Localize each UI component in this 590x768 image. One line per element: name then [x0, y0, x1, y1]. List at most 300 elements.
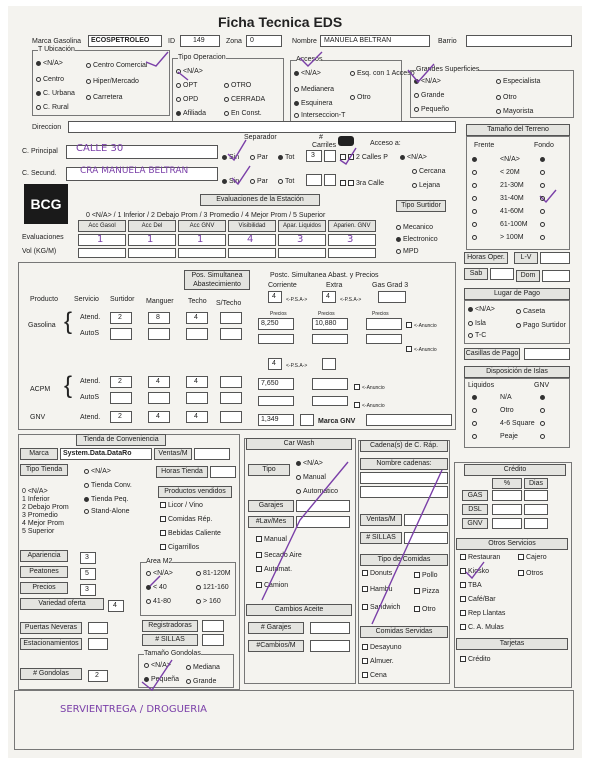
- otros-tba[interactable]: TBA: [460, 582, 482, 590]
- vol-col-field[interactable]: [178, 248, 226, 258]
- gas-psa-label: <-P.S.A->: [286, 297, 308, 303]
- superficies-title: Grandes Superficies: [416, 66, 480, 73]
- credito-pct-label: %: [492, 478, 522, 489]
- acc-opt-interseccion[interactable]: Interseccion-T: [294, 112, 345, 120]
- acc-opt-na[interactable]: <N/A>: [294, 70, 321, 78]
- com-sandwich[interactable]: Sandwich: [362, 604, 400, 612]
- terreno-row-label: 41-60M: [500, 208, 524, 215]
- eval-col-value[interactable]: [228, 234, 276, 246]
- tipo-tienda-label: Tipo Tienda: [20, 464, 68, 476]
- zona-value: 0: [250, 37, 254, 44]
- credito-pct-field[interactable]: [492, 518, 522, 529]
- principal-par[interactable]: Par: [250, 154, 268, 162]
- registradoras-label: Registradoras: [142, 620, 198, 632]
- acpm-brace: {: [64, 372, 73, 399]
- gondolas-label: # Gondolas: [20, 668, 82, 680]
- principal-tot[interactable]: Tot: [278, 154, 294, 162]
- gond-pequena[interactable]: Pequeña: [144, 676, 179, 684]
- eval-col-value[interactable]: [128, 234, 176, 246]
- acceso-opt-lejana[interactable]: Lejana: [412, 182, 440, 190]
- marca-gnv-label: Marca GNV: [318, 418, 356, 425]
- terreno-fondo-radio[interactable]: [540, 169, 547, 177]
- casillas-title: Casillas de Pago: [464, 348, 520, 360]
- eval-col-value[interactable]: [278, 234, 326, 246]
- eval-col-value[interactable]: [178, 234, 226, 246]
- tienda-scale-item: 2 Debajo Prom: [22, 504, 69, 511]
- gas-anuncio-2[interactable]: <-Anuncio: [406, 346, 437, 354]
- terreno-row-label: <N/A>: [500, 156, 520, 163]
- sup-opt-otro[interactable]: Otro: [496, 94, 517, 102]
- acpm-atend: Atend.: [80, 378, 101, 385]
- principal-value: CALLE 30: [76, 143, 124, 154]
- pos-simult-title: Pos. Simultanea Abastecimiento: [184, 270, 250, 290]
- evaluaciones-row-label: Evaluaciones: [22, 234, 64, 241]
- eval-col-value[interactable]: [328, 234, 376, 246]
- evaluaciones-title: Evaluaciones de la Estación: [200, 194, 320, 206]
- cadena-cross: [372, 470, 442, 624]
- tienda-tipo-conv[interactable]: Tienda Conv.: [84, 482, 132, 490]
- eval-col-header: Acc GNV: [178, 220, 226, 232]
- cadena-sillas-label: # SILLAS: [360, 532, 402, 544]
- check-mark-ubicacion: [146, 52, 168, 66]
- terreno-row-label: < 20M: [500, 169, 520, 176]
- islas-liquidos-radio[interactable]: [472, 394, 479, 402]
- acc-opt-otro[interactable]: Otro: [350, 94, 371, 102]
- nombre-label: Nombre: [292, 38, 317, 45]
- surtidor-electronico[interactable]: Electronico: [396, 236, 438, 244]
- acc-opt-medianera[interactable]: Medianera: [294, 86, 334, 94]
- terreno-title: Tamaño del Terreno: [466, 124, 570, 136]
- neveras-label: Puertas Neveras: [20, 622, 82, 634]
- terreno-frente-radio[interactable]: [472, 221, 479, 229]
- bcg-logo: BCG: [24, 184, 68, 224]
- barrio-label: Barrio: [438, 38, 457, 45]
- direccion-label: Direccion: [32, 124, 62, 131]
- ubic-opt-centro[interactable]: Centro: [36, 76, 64, 84]
- eval-col-value[interactable]: [78, 234, 126, 246]
- secund-sin[interactable]: Sin: [222, 178, 239, 186]
- islas-row-label: Otro: [500, 407, 514, 414]
- tipo-operacion-title: Tipo Operacion: [178, 54, 226, 61]
- terreno-frente-radio[interactable]: [472, 169, 479, 177]
- area-81[interactable]: 81-120M: [196, 570, 231, 578]
- eval-col-value-text: 1: [97, 234, 104, 245]
- islas-gnv: GNV: [534, 382, 550, 389]
- principal-sin[interactable]: Sin: [222, 154, 239, 162]
- pago-opt-surtidor[interactable]: Pago Surtidor: [516, 322, 566, 330]
- gas-anuncio-1[interactable]: <-Anuncio: [406, 322, 437, 330]
- gondola-stroke: [142, 660, 172, 690]
- terreno-row-label: 21-30M: [500, 182, 524, 189]
- ubic-opt-hiper[interactable]: Hiper/Mercado: [86, 78, 139, 86]
- op-opt-na[interactable]: <N/A>: [176, 68, 203, 76]
- terreno-fondo-radio[interactable]: [540, 221, 547, 229]
- tienda-scale-item: 0 <N/A>: [22, 488, 48, 495]
- cambios-garajes-label: # Garajes: [248, 622, 304, 634]
- lavmes-label: #Lav/Mes: [248, 516, 294, 528]
- acpm-autos: AutoS: [80, 394, 100, 401]
- ubic-opt-carretera[interactable]: Carretera: [86, 94, 123, 102]
- credito-row-label: GNV: [462, 518, 488, 529]
- area-stroke: [150, 576, 160, 586]
- accesos-title: Accesos: [296, 56, 323, 63]
- tipo-surtidor-title: Tipo Surtidor: [396, 200, 446, 212]
- acpm-psa-1[interactable]: 4: [268, 358, 282, 370]
- area-121[interactable]: 121-160: [196, 584, 229, 592]
- credito-dias-field[interactable]: [524, 518, 548, 529]
- islas-gnv-radio[interactable]: [540, 433, 547, 441]
- calle3-check[interactable]: 3ra Calle: [340, 180, 384, 188]
- gas-manguer[interactable]: 8: [148, 312, 170, 324]
- islas-liquidos-radio[interactable]: [472, 407, 479, 415]
- com-hambu[interactable]: Hambu: [362, 586, 393, 594]
- gas-brace: {: [64, 308, 73, 335]
- check-mark-superficies: [408, 64, 434, 82]
- nombre-value: MANUELA BELTRAN: [324, 37, 392, 44]
- gnv-precio[interactable]: 1,349: [258, 414, 294, 426]
- acpm-surtidor[interactable]: 2: [110, 376, 132, 388]
- vol-col-field[interactable]: [128, 248, 176, 258]
- otros-cajero[interactable]: Cajero: [518, 554, 547, 562]
- islas-gnv-radio[interactable]: [540, 420, 547, 428]
- gnv-surtidor[interactable]: 2: [110, 411, 132, 423]
- servidas-title: Comidas Servidas: [360, 626, 448, 638]
- check-mark-carriles: [340, 148, 356, 164]
- calles2-check[interactable]: 2 Calles P: [340, 154, 388, 162]
- carriles-value: 3: [311, 152, 315, 159]
- acc-opt-esq1[interactable]: Esq. con 1 Acceso: [350, 70, 415, 78]
- tienda-tipo-standalone[interactable]: Stand-Alone: [84, 508, 130, 516]
- extra-label: Extra: [326, 282, 343, 289]
- acpm-manguer[interactable]: 4: [148, 376, 170, 388]
- tienda-marca-field[interactable]: System.Data.DataRo: [60, 448, 152, 460]
- otros-cafebar[interactable]: Café/Bar: [460, 596, 496, 604]
- credito-dias-field[interactable]: [524, 490, 548, 501]
- tienda-marca-label: Marca: [20, 448, 58, 460]
- eval-col-value-text: 1: [147, 234, 154, 245]
- gas-precios-label-3: Precios: [372, 311, 389, 317]
- secund-par[interactable]: Par: [250, 178, 268, 186]
- acpm-anuncio-1[interactable]: <-Anuncio: [354, 384, 385, 392]
- terreno-fondo-radio[interactable]: [540, 195, 547, 203]
- terreno-frente-radio[interactable]: [472, 182, 479, 190]
- separador-label: Separador: [244, 134, 277, 141]
- kiosko-check: [466, 562, 484, 578]
- apariencia-label: Apariencia: [20, 550, 68, 562]
- islas-row-label: 4-6 Square: [500, 420, 535, 427]
- marca-label: Marca Gasolina: [32, 38, 82, 45]
- tienda-title: Tienda de Conveniencia: [76, 434, 166, 446]
- tienda-scale-item: 3 Promedio: [22, 512, 58, 519]
- cw-chk-camion[interactable]: Camion: [256, 582, 288, 590]
- marca-value: ECOSPETROLEO: [91, 37, 150, 44]
- gas-psa-label-2: <-P.S.A->: [340, 297, 362, 303]
- lugar-pago-title: Lugar de Pago: [464, 288, 570, 300]
- cw-manual[interactable]: Manual: [296, 474, 326, 482]
- carriles-label: # Carriles: [312, 134, 337, 149]
- tienda-scale-item: 4 Mejor Prom: [22, 520, 65, 527]
- vol-col-field[interactable]: [228, 248, 276, 258]
- credito-dias-field[interactable]: [524, 504, 548, 515]
- eval-col-value-text: 3: [297, 234, 304, 245]
- acpm-techo[interactable]: 4: [186, 376, 208, 388]
- peatones-field[interactable]: 5: [80, 568, 96, 580]
- terreno-row-label: 61-100M: [500, 221, 528, 228]
- postc-title: Postc. Simultanea Abast. y Precios: [270, 272, 379, 279]
- ubic-opt-cc[interactable]: Centro Comercial: [86, 62, 147, 70]
- check-mark-secund: [232, 166, 250, 184]
- prod-licor[interactable]: Licor / Vino: [160, 502, 203, 510]
- credito-dias-label: Dias: [524, 478, 548, 489]
- check-mark-accesos: [300, 52, 322, 66]
- gnv-atend: Atend.: [80, 414, 101, 421]
- garajes-label: Garajes: [248, 500, 294, 512]
- islas-liquidos-radio[interactable]: [472, 420, 479, 428]
- precios-label: Precios: [20, 582, 68, 594]
- tarjetas-title: Tarjetas: [456, 638, 568, 650]
- acpm-anuncio-2[interactable]: <-Anuncio: [354, 402, 385, 410]
- estacionamientos-label: Estacionamientos: [20, 638, 82, 650]
- vol-col-field[interactable]: [78, 248, 126, 258]
- islas-liquidos: Liquidos: [468, 382, 495, 389]
- tienda-scale-item: 1 Inferior: [22, 496, 50, 503]
- gas-psa-2[interactable]: 4: [322, 291, 336, 303]
- tarjeta-credito[interactable]: Crédito: [460, 656, 491, 664]
- serv-cena[interactable]: Cena: [362, 672, 387, 680]
- com-donuts[interactable]: Donuts: [362, 570, 392, 578]
- terreno-fondo-radio[interactable]: [540, 156, 547, 164]
- otros-mulas[interactable]: C. A. Mulas: [460, 624, 504, 632]
- peatones-label: Peatones: [20, 566, 68, 578]
- eval-col-header: Acc Del: [128, 220, 176, 232]
- cw-chk-manual[interactable]: Manual: [256, 536, 287, 544]
- com-pizza[interactable]: Pizza: [414, 588, 439, 596]
- op-opt-otro[interactable]: OTRO: [224, 82, 251, 90]
- gasolina-label: Gasolina: [28, 322, 56, 329]
- islas-gnv-radio[interactable]: [540, 394, 547, 402]
- tienda-tipo-na[interactable]: <N/A>: [84, 468, 111, 476]
- cambios-title: Cambios Aceite: [246, 604, 352, 616]
- islas-row-label: Peaje: [500, 433, 518, 440]
- pago-opt-isla[interactable]: Isla: [468, 320, 486, 328]
- horas-oper-title: Horas Oper.: [464, 252, 508, 264]
- frente-label: Frente: [474, 142, 495, 149]
- gas-techo[interactable]: 4: [186, 312, 208, 324]
- eval-col-value-text: 4: [247, 234, 254, 245]
- gond-na[interactable]: <N/A>: [144, 662, 171, 670]
- tienda-tipo-peq[interactable]: Tienda Peq.: [84, 496, 129, 504]
- terreno-frente-radio[interactable]: [472, 195, 479, 203]
- sup-opt-mayorista[interactable]: Mayorista: [496, 108, 533, 116]
- col-producto: Producto: [30, 296, 59, 303]
- otros-restaurante[interactable]: Restauran: [460, 554, 500, 562]
- sab-title: Sab: [464, 268, 488, 280]
- vol-col-field[interactable]: [278, 248, 326, 258]
- credito-pct-field[interactable]: [492, 504, 522, 515]
- eval-col-header: Aparien. GNV: [328, 220, 376, 232]
- sup-opt-grande[interactable]: Grande: [414, 92, 444, 100]
- col-manguer: Manguer: [146, 298, 174, 305]
- gasgrad-label: Gas Grad 3: [372, 282, 409, 289]
- serv-almuerzo[interactable]: Almuer.: [362, 658, 394, 666]
- op-opt-cerrada[interactable]: CERRADA: [224, 96, 265, 104]
- surtidor-mecanico[interactable]: Mecanico: [396, 224, 433, 232]
- vol-col-field[interactable]: [328, 248, 376, 258]
- carwash-tipo-label: Tipo: [248, 464, 290, 476]
- cadena-title: Cadena(s) de C. Ráp.: [360, 440, 448, 452]
- prod-cigarrillos[interactable]: Cigarrillos: [160, 544, 199, 552]
- area-na[interactable]: <N/A>: [146, 570, 173, 578]
- fondo-label: Fondo: [534, 142, 554, 149]
- acpm-psa-label: <-P.S.A->: [286, 363, 308, 369]
- lv-title: L-V: [514, 252, 538, 264]
- serv-desayuno[interactable]: Desayuno: [362, 644, 402, 652]
- gnv-manguer[interactable]: 4: [148, 411, 170, 423]
- gas-precios-label-2: Precios: [318, 311, 335, 317]
- gondolas-field[interactable]: 2: [88, 670, 108, 682]
- terreno-frente-radio[interactable]: [472, 156, 479, 164]
- eval-col-value-text: 1: [197, 234, 204, 245]
- acpm-label: ACPM: [30, 386, 51, 393]
- vol-label: Vol (KG/M): [22, 248, 57, 255]
- terreno-fondo-radio[interactable]: [540, 182, 547, 190]
- acceso-label: Acceso a:: [370, 140, 401, 147]
- otros-servicios-title: Otros Servicios: [456, 538, 568, 550]
- acc-opt-esquinera[interactable]: Esquinera: [294, 100, 333, 108]
- acpm-precio-1[interactable]: 7,650: [258, 378, 294, 390]
- eval-col-header: Acc Gasol: [78, 220, 126, 232]
- prod-bebidas[interactable]: Bebidas Caliente: [160, 530, 221, 538]
- area-160[interactable]: > 160: [196, 598, 221, 606]
- sup-opt-especialista[interactable]: Especialista: [496, 78, 540, 86]
- terreno-fondo-radio[interactable]: [540, 234, 547, 242]
- evaluaciones-scale: 0 <N/A> / 1 Inferior / 2 Debajo Prom / 3 Promedio / 4 Mejor Prom / 5 Superior: [86, 212, 326, 219]
- pago-opt-caseta[interactable]: Caseta: [516, 308, 545, 316]
- islas-liquidos-radio[interactable]: [472, 433, 479, 441]
- carwash-title: Car Wash: [246, 438, 352, 450]
- credito-row-label: DSL: [462, 504, 488, 515]
- ubic-opt-urbana[interactable]: C. Urbana: [36, 90, 75, 98]
- id-value: 149: [193, 37, 205, 44]
- col-stecho: S/Techo: [216, 300, 242, 307]
- tienda-ventas-label: Ventas/M: [154, 448, 192, 460]
- horas-tienda-label: Horas Tienda: [156, 466, 208, 478]
- otros-otros[interactable]: Otros: [518, 570, 543, 578]
- tienda-scale-item: 5 Superior: [22, 528, 55, 535]
- ubicacion-title: T Ubicación: [38, 46, 75, 53]
- eval-col-header: Apar. Liquidos: [278, 220, 326, 232]
- eval-col-value-text: 3: [347, 234, 354, 245]
- gas-precios-label-1: Precios: [270, 311, 287, 317]
- islas-row-label: N/A: [500, 394, 512, 401]
- terreno-fondo-radio[interactable]: [540, 208, 547, 216]
- op-opt-opt[interactable]: OPT: [176, 82, 197, 90]
- check-mark-operacion: [178, 72, 188, 80]
- col-techo: Techo: [188, 298, 207, 305]
- gond-grande[interactable]: Grande: [186, 678, 216, 686]
- cw-chk-secado[interactable]: Secado Aire: [256, 552, 302, 560]
- page-title: Ficha Tecnica EDS: [218, 14, 343, 30]
- acceso-opt-na[interactable]: <N/A>: [400, 154, 427, 162]
- eval-col-header: Visibilidad: [228, 220, 276, 232]
- gas-autos: AutoS: [80, 330, 100, 337]
- secund-tot[interactable]: Tot: [278, 178, 294, 186]
- gas-atend: Atend.: [80, 314, 101, 321]
- islas-title: Disposición de Islas: [464, 366, 570, 378]
- acceso-opt-cercana[interactable]: Cercana: [412, 168, 445, 176]
- credito-title: Crédito: [464, 464, 566, 476]
- cw-automatico[interactable]: Automatico: [296, 488, 338, 496]
- precios-field[interactable]: 3: [80, 584, 96, 596]
- corriente-label: Corriente: [268, 282, 297, 289]
- gnv-label: GNV: [30, 414, 46, 421]
- gond-mediana[interactable]: Mediana: [186, 664, 220, 672]
- surtidor-mpd[interactable]: MPD: [396, 248, 419, 256]
- op-opt-construccion[interactable]: En Const.: [224, 110, 262, 118]
- otros-llantas[interactable]: Rep Llantas: [460, 610, 505, 618]
- islas-gnv-radio[interactable]: [540, 407, 547, 415]
- sup-opt-pequeno[interactable]: Pequeño: [414, 106, 449, 114]
- col-servicio: Servicio: [74, 296, 99, 303]
- check-mark-separador: [228, 140, 246, 160]
- cambios-mes-label: #Cambios/M: [248, 640, 304, 652]
- pago-opt-na[interactable]: <N/A>: [468, 306, 495, 314]
- apariencia-field[interactable]: 3: [80, 552, 96, 564]
- tipo-comidas-title: Tipo de Comidas: [360, 554, 448, 566]
- tam-gondolas-title: Tamaño Gondolas: [144, 650, 201, 657]
- op-opt-opd[interactable]: OPD: [176, 96, 198, 104]
- otros-kiosko[interactable]: Kiosko: [460, 568, 489, 576]
- credito-row-label: GAS: [462, 490, 488, 501]
- gas-precio-1[interactable]: 8,250: [258, 318, 294, 330]
- principal-label: C. Principal: [22, 148, 58, 155]
- terreno-row-label: > 100M: [500, 234, 524, 241]
- area-40[interactable]: < 40: [146, 584, 167, 592]
- sup-opt-na[interactable]: <N/A>: [414, 78, 441, 86]
- cw-chk-automat[interactable]: Automat.: [256, 566, 292, 574]
- zona-label: Zona: [226, 38, 242, 45]
- productos-title: Productos vendidos: [158, 486, 232, 498]
- com-otro[interactable]: Otro: [414, 606, 436, 614]
- terreno-frente-radio[interactable]: [472, 234, 479, 242]
- cadena-ventas-label: Ventas/M: [360, 514, 402, 526]
- cw-na[interactable]: <N/A>: [296, 460, 323, 468]
- pago-opt-tc[interactable]: T-C: [468, 332, 486, 340]
- tienda-sillas-label: # SILLAS: [142, 634, 198, 646]
- gas-surtidor[interactable]: 2: [110, 312, 132, 324]
- variedad-label: Variedad oferta: [20, 598, 104, 610]
- terreno-row-label: 31-40M: [500, 195, 524, 202]
- com-pollo[interactable]: Pollo: [414, 572, 438, 580]
- secund-label: C. Secund.: [22, 170, 57, 177]
- gas-psa-1[interactable]: 4: [268, 291, 282, 303]
- gnv-techo[interactable]: 4: [186, 411, 208, 423]
- area-title: Area M2: [146, 558, 173, 565]
- secund-value: CRA MANUELA BELTRAN: [80, 166, 189, 176]
- dom-title: Dom: [516, 270, 540, 282]
- credito-pct-field[interactable]: [492, 490, 522, 501]
- col-surtidor: Surtidor: [110, 296, 135, 303]
- footer-note: SERVIENTREGA / DROGUERIA: [60, 704, 207, 715]
- ubic-opt-na[interactable]: <N/A>: [36, 60, 63, 68]
- ubic-opt-rural[interactable]: C. Rural: [36, 104, 69, 112]
- terreno-frente-radio[interactable]: [472, 208, 479, 216]
- op-opt-afiliada[interactable]: Afiliada: [176, 110, 206, 118]
- variedad-field[interactable]: 4: [108, 600, 124, 612]
- gas-precio-2[interactable]: 10,880: [312, 318, 348, 330]
- area-41[interactable]: 41-80: [146, 598, 171, 606]
- prod-comidas[interactable]: Comidas Rép.: [160, 516, 212, 524]
